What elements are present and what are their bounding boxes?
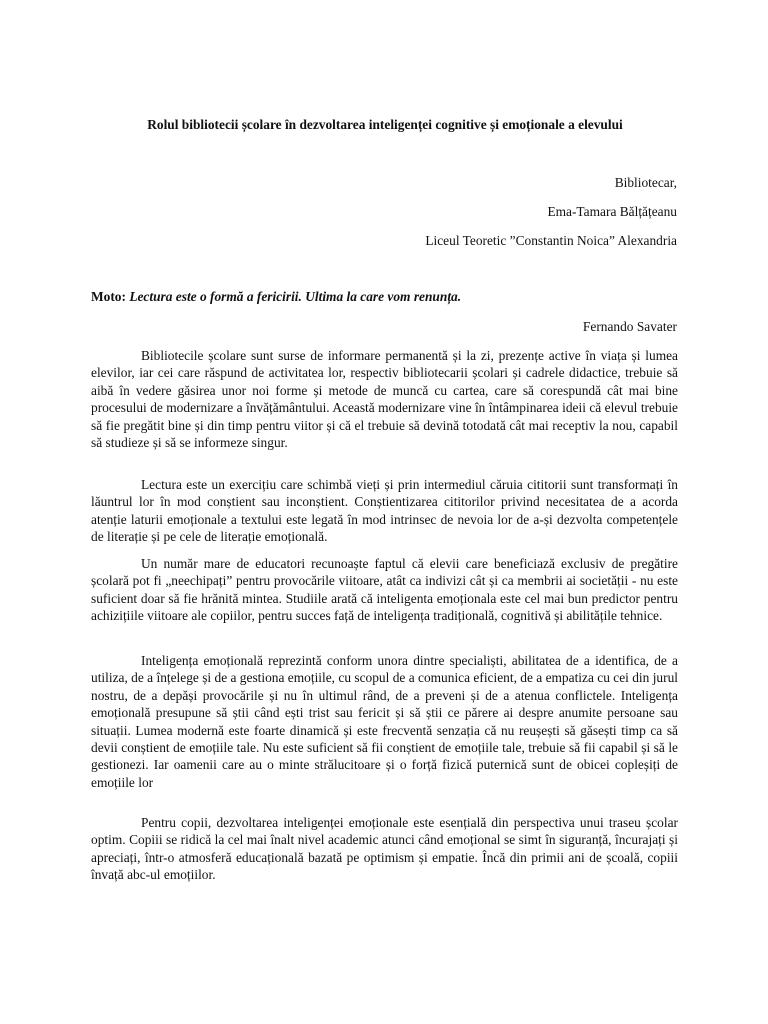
- document-title: Rolul bibliotecii școlare în dezvoltarea inteligenței cognitive și emoționale a elevului: [147, 117, 623, 132]
- author-name: Ema-Tamara Bălțățeanu: [547, 204, 677, 219]
- paragraph: Lectura este un exercițiu care schimbă vieți și prin intermediul căruia cititorii sunt transformați în lăuntrul lor în mod conștient sau inconștient. Conștientizarea cititorilor privind necesitatea de a acorda atenție laturii emoționale a textului este legată în mod intrinsec de nevoia lor de a-și dezvolta competențele de literație și pe cele de literație emoțională.: [91, 477, 678, 545]
- paragraph: Bibliotecile școlare sunt surse de informare permanentă și la zi, prezențe active în viața și lumea elevilor, iar cei care răspund de activitatea lor, respectiv bibliotecarii școlari și cadrele didactice, trebuie să aibă în vedere găsirea unor noi forme și metode de muncă cu cartea, care să corespundă cât mai bine procesului de modernizare a învățământului. Această modernizare vine în întâmpinarea ideii că elevul trebuie să fie pregătit bine și din timp pentru viitor și că el trebuie să devină totodată cât mai receptiv la nou, capabil să studieze și să se informeze singur.: [91, 348, 678, 451]
- author-school: Liceul Teoretic ”Constantin Noica” Alexandria: [425, 233, 677, 248]
- paragraph: Inteligența emoțională reprezintă conform unora dintre specialiști, abilitatea de a identifica, de a utiliza, de a înțelege și de a gestiona emoțiile, cu scopul de a comunica eficient, de a empatiza cu cei din jurul nostru, de a depăși provocările și nu în ultimul rând, de a preveni și de a atenua conflictele. Inteligența emoțională presupune să știi când ești trist sau fericit și să știi ce părere ai despre anumite persoane sau situații. Lumea modernă este foarte dinamică și este frecventă senzația că nu reușești să găsești timp ca să devii conștient de emoțiile tale. Nu este suficient să fii conștient de emoțiile tale, trebuie să fii capabil și să le gestionezi. Iar oamenii care au o minte strălucitoare și o forță fizică puternică sunt de obicei copleșiți de emoțiile lor: [91, 653, 678, 790]
- motto-author: Fernando Savater: [582, 319, 677, 334]
- motto-label: Moto:: [91, 289, 126, 304]
- motto-line: [91, 289, 681, 305]
- paragraph: Pentru copii, dezvoltarea inteligenței emoționale este esențială din perspectiva unui traseu școlar optim. Copiii se ridică la cel mai înalt nivel academic atunci când emoțional se simt în siguranță, încurajați și apreciați, într-o atmosferă educațională bazată pe optimism și empatie. Încă din primii ani de școală, copiii învață abc-ul emoțiilor.: [91, 815, 678, 883]
- motto-quote: Lectura este o formă a fericirii. Ultima la care vom renunța.: [129, 289, 462, 304]
- author-role: Bibliotecar,: [614, 175, 677, 190]
- paragraph: Un număr mare de educatori recunoaște faptul că elevii care beneficiază exclusiv de pregătire școlară pot fi „neechipați” pentru provocările viitoare, atât ca indivizi cât și ca membrii ai societății - nu este suficient doar să fie hrănită mintea. Studiile arată că inteligenta emoționala este cel mai bun predictor pentru achizițiile viitoare ale copiilor, pentru succes față de inteligența tradițională, cognitivă și abilitățile tehnice.: [91, 556, 678, 624]
